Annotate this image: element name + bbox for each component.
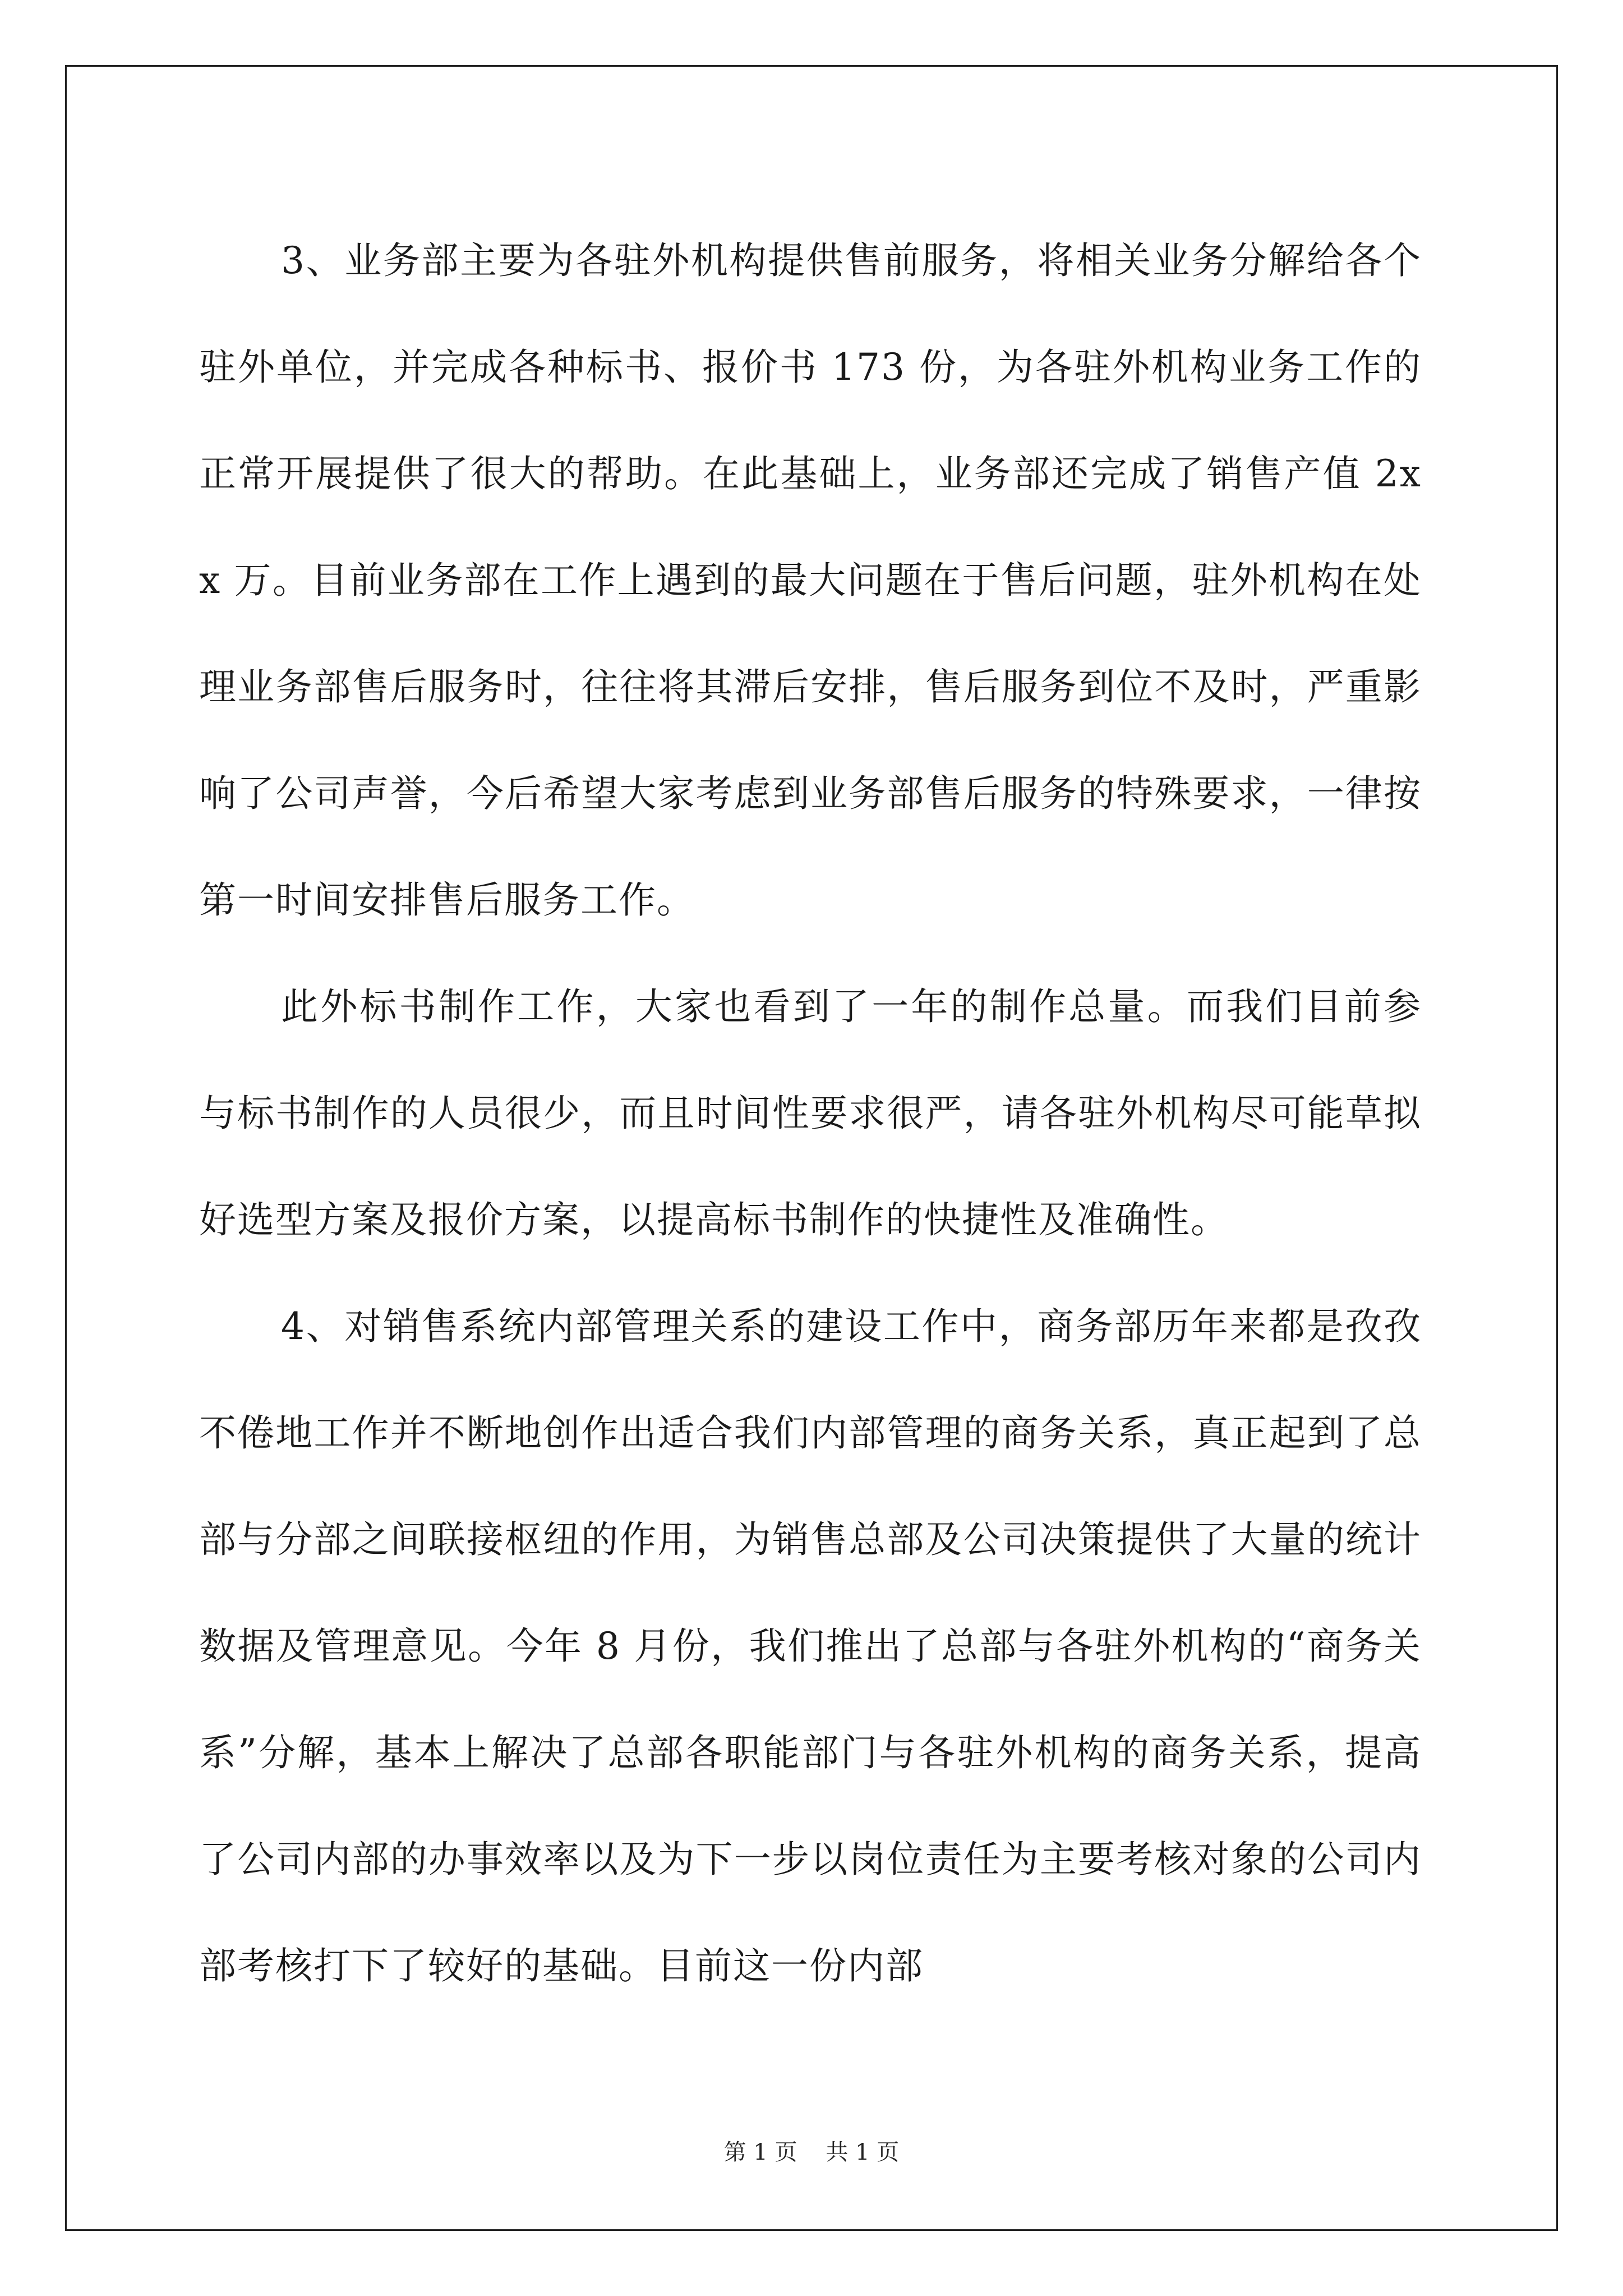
paragraph-commerce-dept: 4、对销售系统内部管理关系的建设工作中，商务部历年来都是孜孜不倦地工作并不断地创作出适合我们内部管理的商务关系，真正起到了总部与分部之间联接枢纽的作用，为销售总部及公司决策提供了大量的统计数据及管理意见。今年 8 月份，我们推出了总部与各驻外机构的“商务关系”分解，基本上解决了总部各职能部门与各驻外机构的商务关系，提高了公司内部的办事效率以及为下一步以岗位责任为主要考核对象的公司内部考核打下了较好的基础。目前这一份内部 bbox=[199, 1305, 1422, 1987]
page-footer: 第 1 页 共 1 页 bbox=[723, 2139, 900, 2165]
paragraph-business-dept: 3、业务部主要为各驻外机构提供售前服务，将相关业务分解给各个驻外单位，并完成各种标书、报价书 173 份，为各驻外机构业务工作的正常开展提供了很大的帮助。在此基础上，业务部还完成了销售产值 2xx 万。目前业务部在工作上遇到的最大问题在于售后问题，驻外机构在处理业务部售后服务时，往往将其滞后安排，售后服务到位不及时，严重影响了公司声誉，今后希望大家考虑到业务部售后服务的特殊要求，一律按第一时间安排售后服务工作。 bbox=[199, 239, 1422, 922]
document-body bbox=[199, 208, 1422, 2019]
paragraph-tender-production: 此外标书制作工作，大家也看到了一年的制作总量。而我们目前参与标书制作的人员很少，而且时间性要求很严，请各驻外机构尽可能草拟好选型方案及报价方案，以提高标书制作的快捷性及准确性。 bbox=[199, 985, 1422, 1241]
